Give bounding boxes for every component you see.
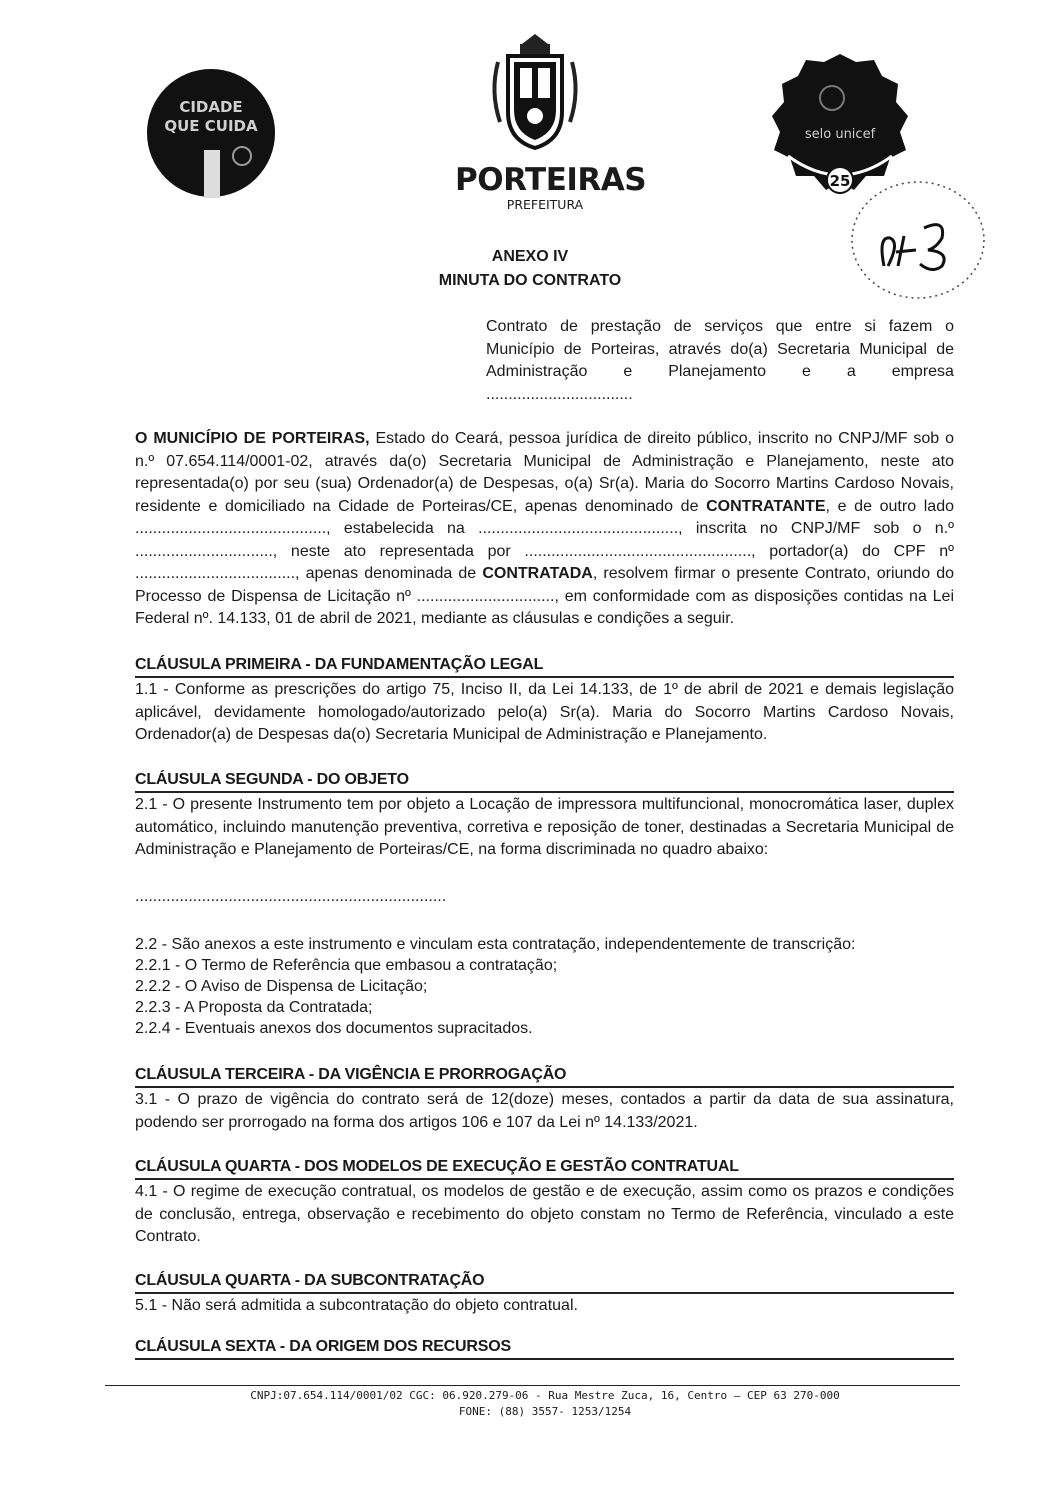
preamble-line: ..............................., neste ato representada por ..................................................., portador(a) do CPF nº (135, 542, 954, 560)
clause-line: Contrato. (135, 1228, 201, 1245)
stamp-icon (838, 166, 988, 306)
divider (135, 1178, 954, 1180)
clause-line: podendo ser prorrogado na forma dos artigos 106 e 107 da Lei nº 14.133/2021. (135, 1113, 698, 1131)
contratante-label: CONTRATANTE (706, 497, 826, 515)
svg-text:CIDADE: CIDADE (179, 98, 243, 116)
svg-text:QUE CUIDA: QUE CUIDA (164, 117, 258, 135)
footer-divider (105, 1385, 960, 1386)
preamble-line: representada(o) por seu (sua) Ordenador(a) de Despesas, o(a) Sr(a). Maria do Socorro Martins Cardoso Novais, (135, 475, 954, 492)
clausula-sexta-heading: CLÁUSULA SEXTA - DA ORIGEM DOS RECURSOS (135, 1338, 511, 1355)
svg-text:selo unicef: selo unicef (804, 127, 876, 142)
intro-word: e (801, 363, 811, 380)
clause-line: 4.1 - O regime de execução contratual, os modelos de gestão e de execução, assim como os prazos e condições (135, 1183, 954, 1200)
list-item: 2.2.4 - Eventuais anexos dos documentos supracitados. (135, 1020, 533, 1037)
preamble-line (135, 428, 954, 451)
clause-line: automático, incluindo manutenção preventiva, corretiva e reposição de toner, destinadas a Secretaria Municipal de (135, 818, 954, 836)
preamble-line (135, 496, 954, 519)
preamble-text: , resolvem firmar o presente Contrato, oriundo do (592, 565, 955, 582)
divider (135, 676, 954, 678)
clausula-subcontratacao-heading: CLÁUSULA QUARTA - DA SUBCONTRATAÇÃO (135, 1272, 485, 1289)
clausula-terceira-heading: CLÁUSULA TERCEIRA - DA VIGÊNCIA E PRORROGAÇÃO (135, 1066, 567, 1083)
preamble-line: ..........................................., estabelecida na ............................................., inscrita no CNPJ/MF sob o n.º (135, 520, 954, 537)
preamble-text: , e de outro lado (825, 497, 954, 515)
intro-word: a (846, 363, 856, 380)
intro-word: Planejamento (668, 363, 767, 380)
clause-line: 1.1 - Conforme as prescrições do artigo 75, Inciso II, da Lei 14.133, de 1º de abril de 2021 e demais legislação (135, 681, 954, 698)
clausula-quarta-body (135, 1181, 954, 1249)
brand-name: PORTEIRAS (455, 162, 647, 198)
intro-line: Município de Porteiras, através do(a) Secretaria Municipal de (486, 340, 954, 358)
footer-phone: FONE: (88) 3557- 1253/1254 (458, 1405, 632, 1418)
anexos-intro: 2.2 - São anexos a este instrumento e vinculam esta contratação, independentemente de transcrição: (135, 936, 856, 953)
clausula-quarta-heading: CLÁUSULA QUARTA - DOS MODELOS DE EXECUÇÃO E GESTÃO CONTRATUAL (135, 1158, 739, 1175)
contract-title: MINUTA DO CONTRATO (438, 272, 622, 289)
clausula-subcontratacao-body: 5.1 - Não será admitida a subcontratação do objeto contratual. (135, 1297, 578, 1314)
preamble-line (135, 563, 954, 586)
clause-line: Administração e Planejamento de Porteiras/CE, na forma discriminada no quadro abaixo: (135, 841, 769, 858)
clause-line: 2.1 - O presente Instrumento tem por objeto a Locação de impressora multifuncional, monocromática laser, duplex (135, 796, 954, 813)
intro-word: empresa (891, 363, 954, 380)
clausula-terceira-body (135, 1089, 954, 1134)
preamble-text: residente e domiciliado na Cidade de Porteiras/CE, apenas denominado de (135, 497, 707, 515)
footer-address: CNPJ:07.654.114/0001/02 CGC: 06.920.279-06 - Rua Mestre Zuca, 16, Centro – CEP 63 270-000 (250, 1389, 840, 1402)
preamble-line: Processo de Dispensa de Licitação nº ..............................., em conformidade com as disposições contidas na Lei (135, 587, 954, 605)
svg-text:25: 25 (829, 172, 851, 190)
page-number-stamp (838, 166, 988, 306)
intro-line: ................................. (486, 385, 633, 403)
crest-icon (480, 32, 590, 152)
object-placeholder-dots: ...................................................................... (135, 888, 447, 905)
clause-line: 3.1 - O prazo de vigência do contrato será de 12(doze) meses, contados a partir da data de sua assinatura, (135, 1091, 954, 1108)
list-item: 2.2.1 - O Termo de Referência que embasou a contratação; (135, 957, 558, 974)
intro-word: e (623, 363, 633, 380)
preamble-text: ...................................., apenas denominada de (135, 565, 483, 582)
preamble-line: n.º 07.654.114/0001-02, através da(o) Secretaria Municipal de Administração e Planejamento, neste ato (135, 452, 954, 470)
list-item: 2.2.2 - O Aviso de Dispensa de Licitação; (135, 978, 428, 995)
annex-title: ANEXO IV (491, 248, 569, 265)
clausula-primeira-body (135, 679, 954, 747)
intro-block (486, 316, 954, 406)
list-item: 2.2.3 - A Proposta da Contratada; (135, 999, 373, 1016)
divider (135, 791, 954, 793)
cidade-logo-icon (146, 68, 276, 198)
intro-line (486, 361, 954, 384)
preamble-line: Federal nº. 14.133, 01 de abril de 2021, mediante as cláusulas e condições a seguir. (135, 610, 735, 627)
porteiras-crest (480, 32, 590, 152)
clausula-segunda-body (135, 794, 954, 862)
contratada-label: CONTRATADA (482, 565, 593, 582)
clause-line: Ordenador(a) de Despesas da(o) Secretaria Municipal de Administração e Planejamento. (135, 726, 768, 743)
divider (135, 1086, 954, 1088)
brand-subtitle: PREFEITURA (506, 197, 584, 212)
anexos-list (135, 955, 954, 1039)
intro-line: Contrato de prestação de serviços que entre si fazem o (486, 318, 954, 335)
intro-word: Administração (486, 363, 588, 380)
cidade-que-cuida-logo (146, 68, 276, 198)
clausula-segunda-heading: CLÁUSULA SEGUNDA - DO OBJETO (135, 771, 409, 788)
preamble-text: Estado do Ceará, pessoa jurídica de direito público, inscrito no CNPJ/MF sob o (369, 430, 954, 447)
clausula-primeira-heading: CLÁUSULA PRIMEIRA - DA FUNDAMENTAÇÃO LEGAL (135, 656, 544, 673)
divider (135, 1358, 954, 1360)
divider (135, 1292, 954, 1294)
clause-line: de conclusão, entrega, observação e recebimento do objeto constam no Termo de Referência, vinculado a este (135, 1205, 954, 1223)
clause-line: aplicável, devidamente homologado/autorizado pelo(a) Sr(a). Maria do Socorro Martins Cardoso Novais, (135, 703, 954, 721)
preamble (135, 428, 954, 631)
municipio-name: O MUNICÍPIO DE PORTEIRAS, (135, 430, 370, 447)
